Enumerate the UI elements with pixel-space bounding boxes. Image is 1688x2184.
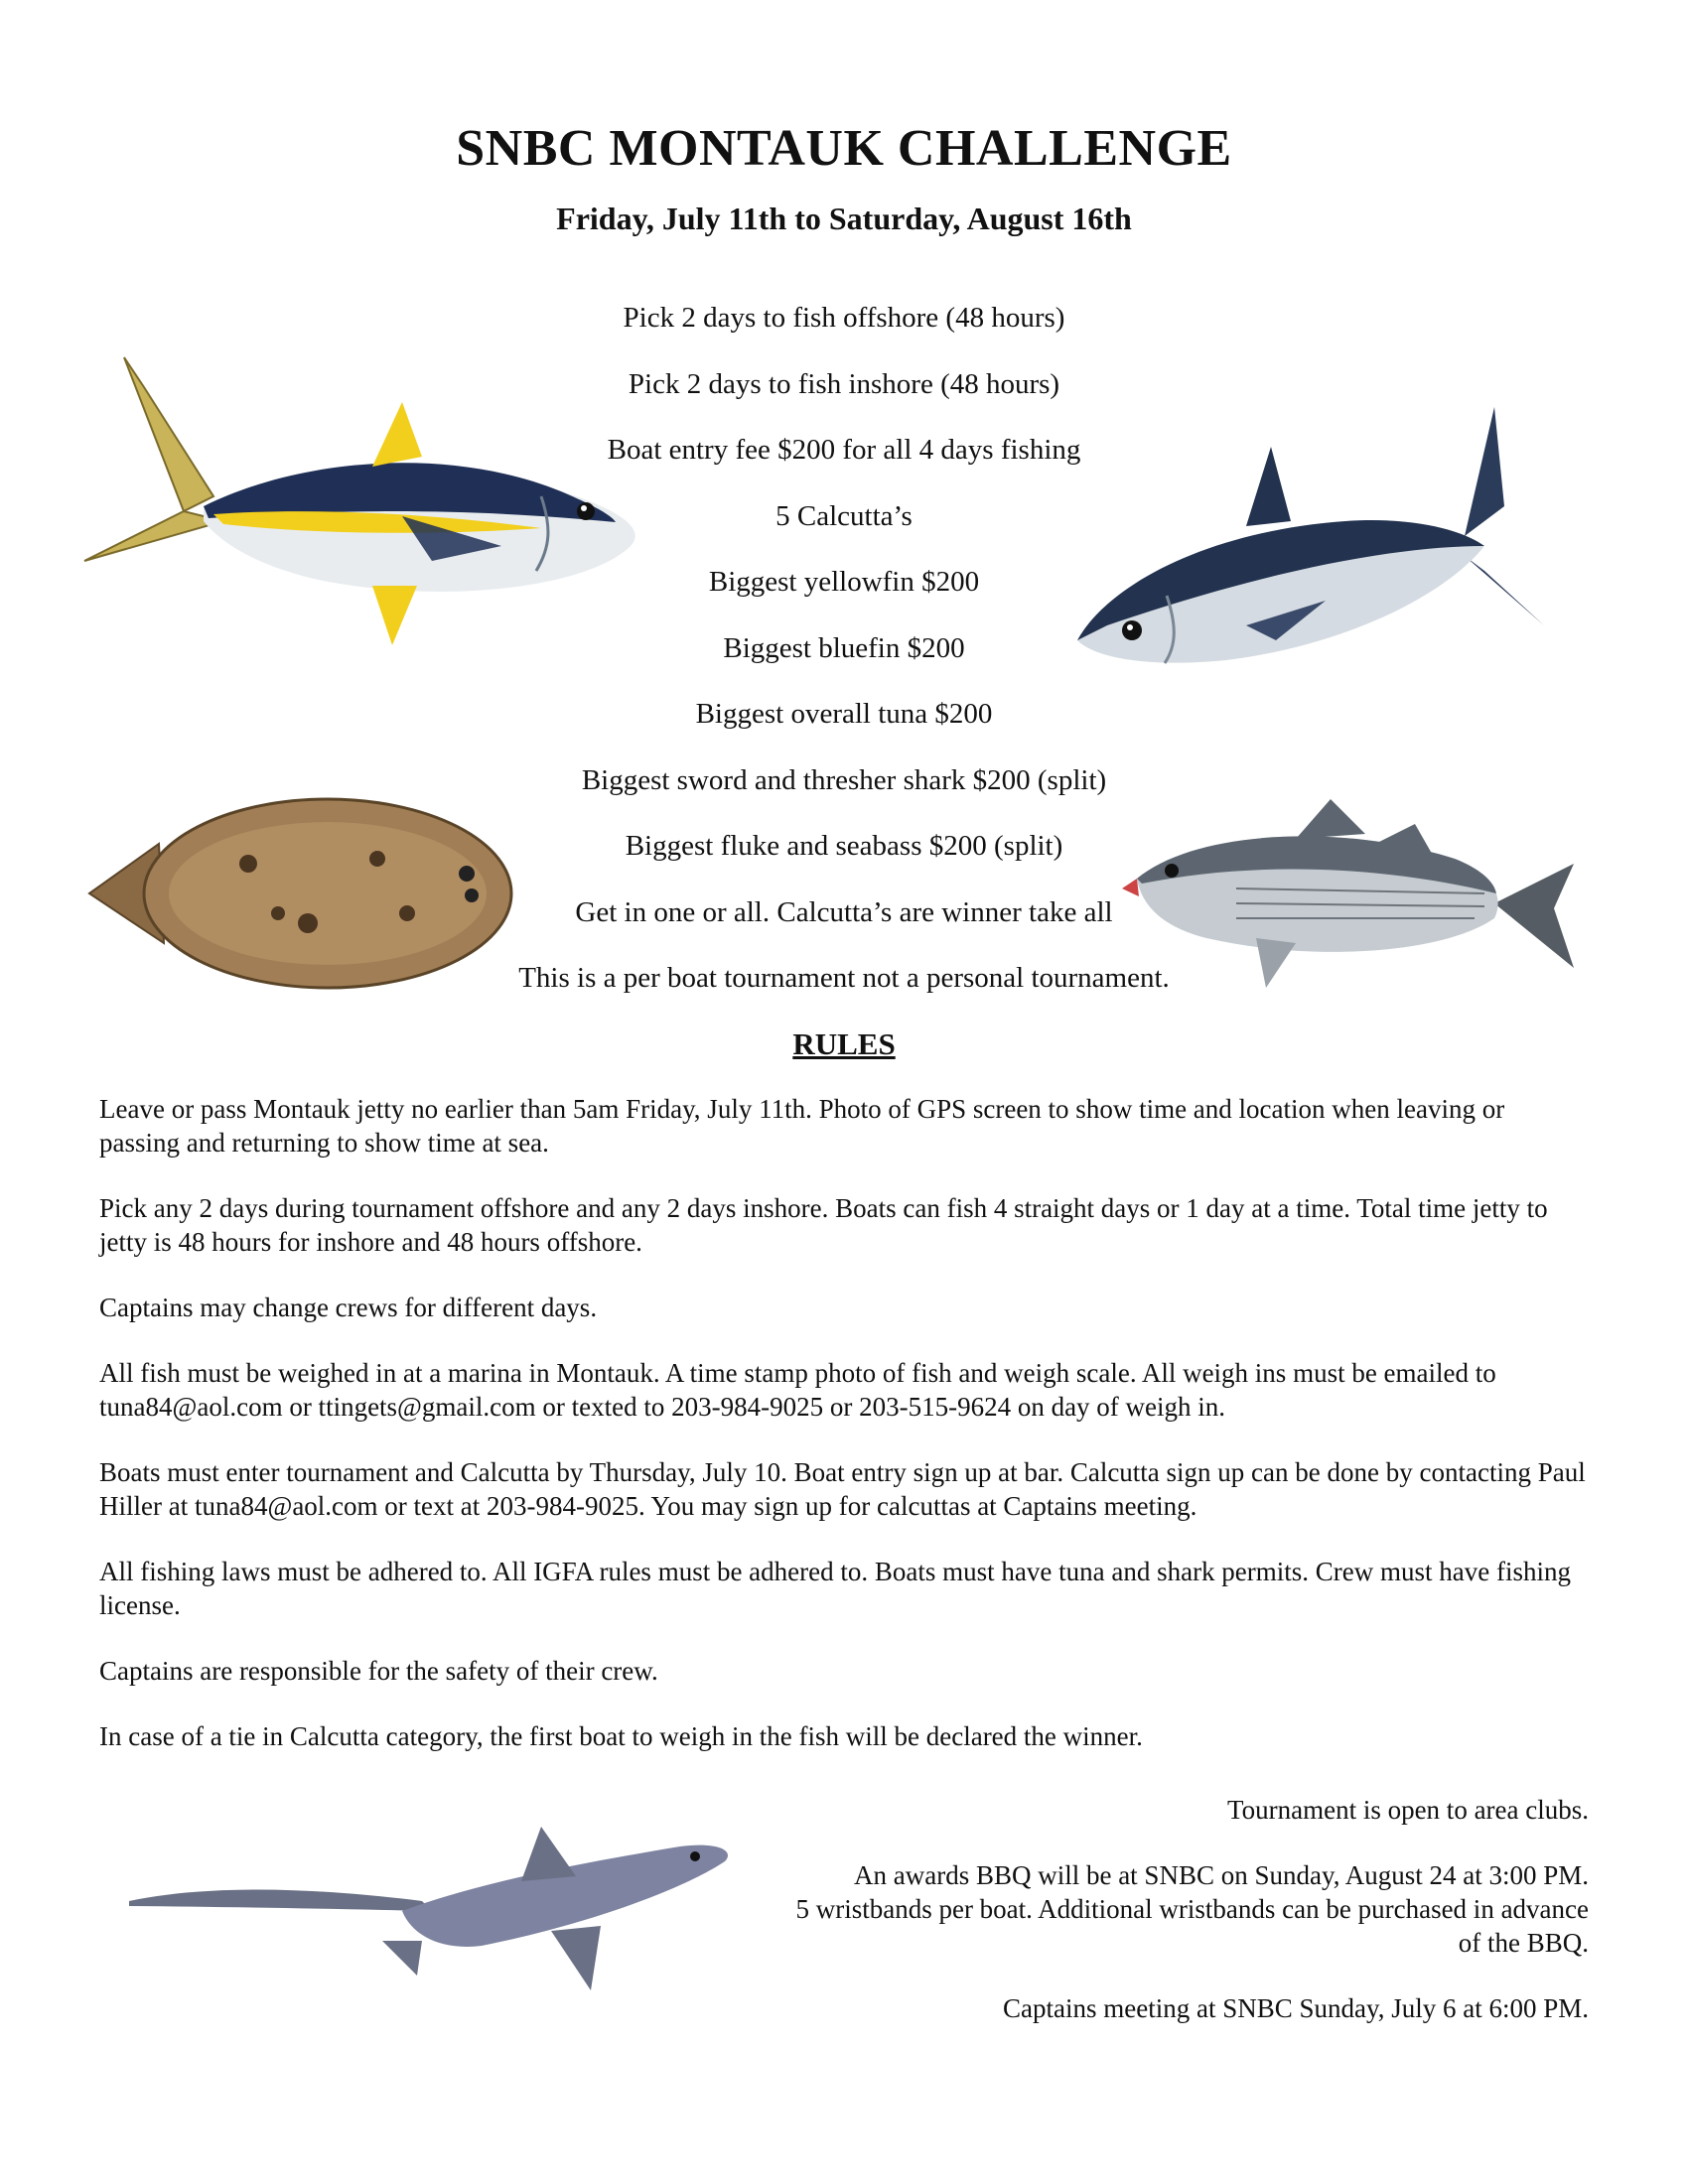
detail-overall-tuna: Biggest overall tuna $200 — [695, 698, 993, 730]
rule-jetty: Leave or pass Montauk jetty no earlier than 5am Friday, July 11th. Photo of GPS screen to show time and location when leaving or passing and returning to show time at sea. — [99, 1094, 1505, 1158]
rule-laws: All fishing laws must be adhered to. All IGFA rules must be adhered to. Boats must have tuna and shark permits. Crew must have fishing license. — [99, 1557, 1572, 1620]
footer-bbq-line3: of the BBQ. — [1458, 1928, 1589, 1958]
detail-bluefin: Biggest bluefin $200 — [723, 631, 965, 664]
footer-captains-meeting: Captains meeting at SNBC Sunday, July 6 at 6:00 PM. — [1003, 1993, 1589, 2023]
tournament-dates: Friday, July 11th to Saturday, August 16th — [556, 201, 1132, 236]
bluefin-tuna-image — [1048, 397, 1564, 725]
detail-per-boat: This is a per boat tournament not a personal tournament. — [518, 962, 1170, 994]
striped-bass-image — [1117, 789, 1584, 1008]
detail-fluke-seabass: Biggest fluke and seabass $200 (split) — [625, 830, 1063, 862]
detail-sword-thresher: Biggest sword and thresher shark $200 (split) — [581, 763, 1107, 796]
footer-notes — [596, 1793, 1589, 2057]
detail-entry-fee: Boat entry fee $200 for all 4 days fishing — [607, 434, 1081, 466]
rules-heading: RULES — [792, 1026, 896, 1061]
footer-bbq-line2: 5 wristbands per boat. Additional wristbands can be purchased in advance — [795, 1894, 1589, 1924]
rule-weigh-in: All fish must be weighed in at a marina in Montauk. A time stamp photo of fish and weigh scale. All weigh ins must be emailed to tuna84@aol.com or ttingets@gmail.com or texted to 203-984-9025 or 203-515-9624 on day of weigh in. — [99, 1358, 1496, 1422]
rule-entry: Boats must enter tournament and Calcutta by Thursday, July 10. Boat entry sign up at bar. Calcutta sign up can be done by contacting Paul Hiller at tuna84@aol.com or text at 203-984-9025. You may sign up for calcuttas at Captains meeting. — [99, 1457, 1586, 1521]
detail-inshore: Pick 2 days to fish inshore (48 hours) — [628, 367, 1060, 400]
footer-bbq-line1: An awards BBQ will be at SNBC on Sunday, August 24 at 3:00 PM. — [853, 1860, 1589, 1890]
rule-safety: Captains are responsible for the safety of their crew. — [99, 1656, 658, 1686]
rule-tie: In case of a tie in Calcutta category, the first boat to weigh in the fish will be declared the winner. — [99, 1721, 1143, 1751]
detail-offshore: Pick 2 days to fish offshore (48 hours) — [623, 302, 1065, 334]
detail-winner-take-all: Get in one or all. Calcutta’s are winner take all — [575, 895, 1113, 928]
fluke-image — [79, 784, 521, 998]
yellowfin-tuna-image — [74, 347, 650, 675]
page-title: SNBC MONTAUK CHALLENGE — [456, 120, 1232, 177]
footer-bbq — [596, 1858, 1589, 1960]
detail-calcuttas: 5 Calcutta’s — [775, 499, 913, 532]
rule-crews: Captains may change crews for different days. — [99, 1293, 598, 1322]
rule-days: Pick any 2 days during tournament offshore and any 2 days inshore. Boats can fish 4 straight days or 1 day at a time. Total time jetty to jetty is 48 hours for inshore and 48 hours offshore. — [99, 1193, 1548, 1257]
rules-list — [99, 1092, 1589, 1785]
footer-open-clubs: Tournament is open to area clubs. — [1227, 1795, 1589, 1825]
detail-yellowfin: Biggest yellowfin $200 — [708, 566, 980, 598]
